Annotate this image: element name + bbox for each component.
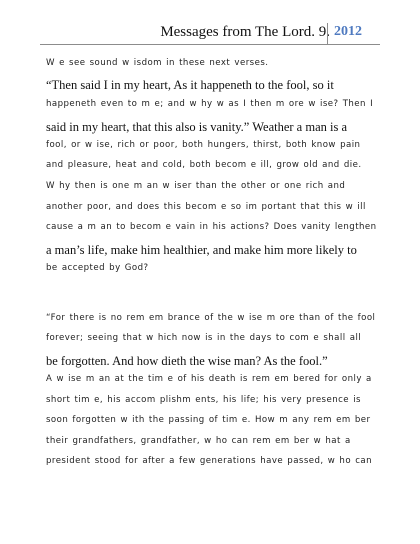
- text-line: “Then said I in my heart, As it happeneth to the fool, so it: [46, 78, 334, 92]
- text-line: short tim e, his accom plishm ents, his life; his very presence is: [46, 395, 361, 405]
- text-line: “For there is no rem em brance of the w ise m ore than of the fool: [46, 313, 376, 323]
- text-line: cause a m an to becom e vain in his actions? Does vanity lengthen: [46, 222, 377, 232]
- header-title: Messages from The Lord. 9.: [160, 24, 330, 40]
- text-line: forever; seeing that w hich now is in the days to com e shall all: [46, 333, 362, 343]
- text-line: W hy then is one m an w iser than the other or one rich and: [46, 181, 346, 191]
- text-line: fool, or w ise, rich or poor, both hungers, thirst, both know pain: [46, 140, 361, 150]
- text-line: another poor, and does this becom e so im portant that this w ill: [46, 202, 366, 212]
- header-rule: [40, 44, 380, 45]
- text-line: A w ise m an at the tim e of his death is rem em bered for only a: [46, 374, 372, 384]
- header-year: 2012: [334, 24, 362, 39]
- text-line: be accepted by God?: [46, 263, 149, 273]
- text-line: a man’s life, make him healthier, and make him more likely to: [46, 243, 357, 257]
- text-line: president stood for after a few generations have passed, w ho can: [46, 456, 373, 466]
- text-line: happeneth even to m e; and w hy w as I then m ore w ise? Then I: [46, 99, 374, 109]
- text-line: W e see sound w isdom in these next verses.: [46, 58, 269, 68]
- text-line: be forgotten. And how dieth the wise man? As the fool.”: [46, 354, 328, 368]
- text-line: soon forgotten w ith the passing of tim e. How m any rem em ber: [46, 415, 371, 425]
- text-line: said in my heart, that this also is vanity.” Weather a man is a: [46, 120, 348, 134]
- header-separator: [327, 23, 328, 44]
- text-line: and pleasure, heat and cold, both becom e ill, grow old and die.: [46, 160, 362, 170]
- page-header: [0, 0, 420, 48]
- text-line: their grandfathers, grandfather, w ho can rem em ber w hat a: [46, 436, 351, 446]
